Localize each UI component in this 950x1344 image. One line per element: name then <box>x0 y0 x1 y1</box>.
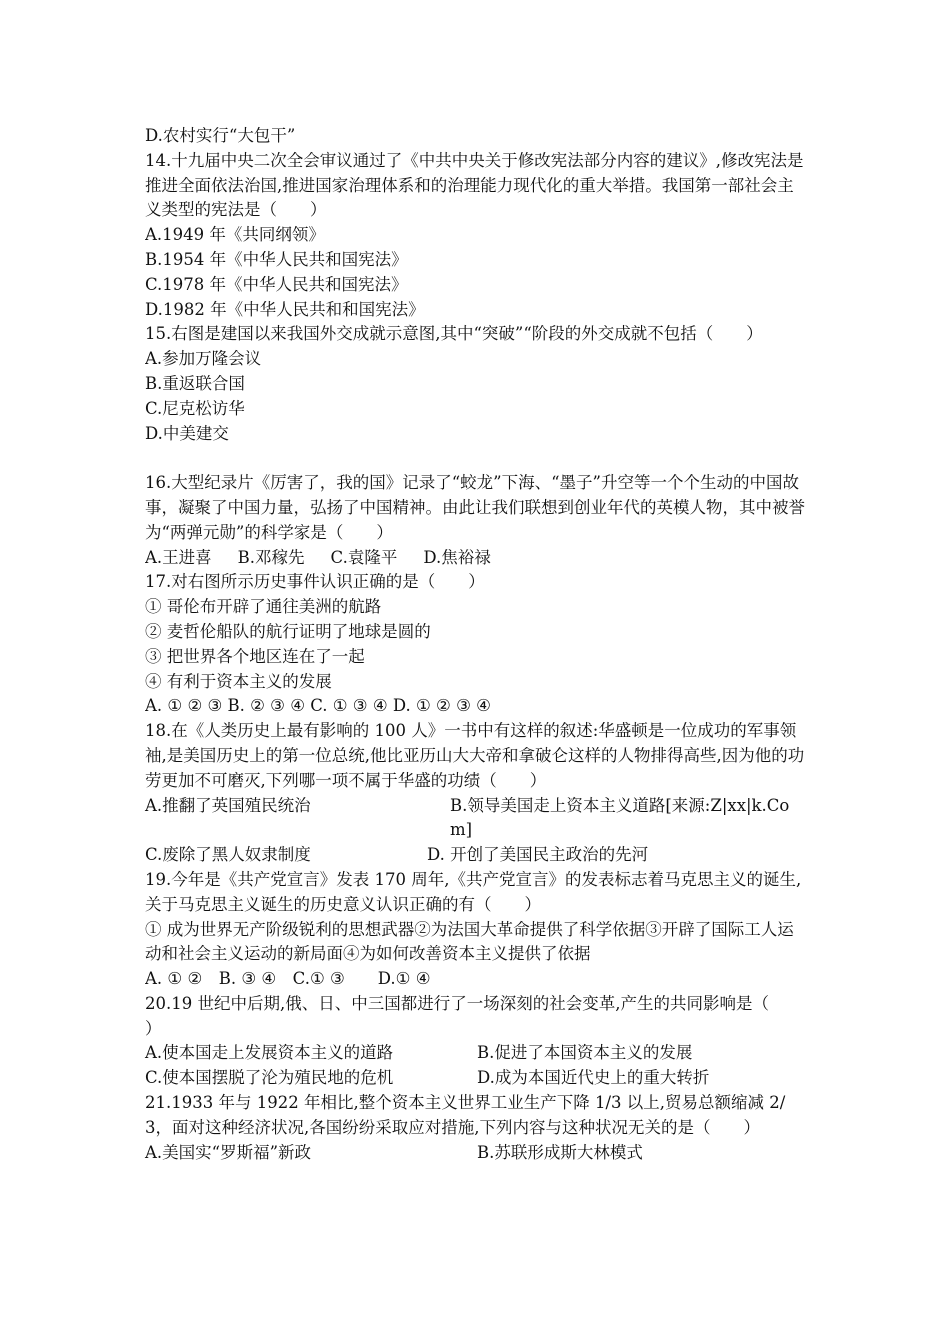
q18-option-c: C.废除了黑人奴隶制度 <box>145 845 311 865</box>
q17-item-3: ③ 把世界各个地区连在了一起 <box>145 646 365 666</box>
q14-option-d: D.1982 年《中华人民共和和国宪法》 <box>145 299 425 319</box>
q16-option-d: D.焦裕禄 <box>423 547 491 567</box>
q16-options <box>145 546 810 571</box>
q19-options: A. ① ② B. ③ ④ C.① ③ D.① ④ <box>145 969 431 989</box>
q14-option-c: C.1978 年《中华人民共和国宪法》 <box>145 274 408 294</box>
q21-options-row-1 <box>145 1141 810 1166</box>
q13-option-d: D.农村实行“大包干” <box>145 126 296 145</box>
q17-item-2: ② 麦哲伦船队的航行证明了地球是圆的 <box>145 621 431 641</box>
q15-option-d: D.中美建交 <box>145 423 229 443</box>
q20-stem: 20.19 世纪中后期,俄、日、中三国都进行了一场深刻的社会变革,产生的共同影响是（ ） <box>145 993 802 1038</box>
q18-stem: 18.在《人类历史上最有影响的 100 人》一书中有这样的叙述:华盛顿是一位成功的军事领袖,是美国历史上的第一位总统,他比亚历山大大帝和拿破仑这样的人物排得高些,因为他的功劳更加不可磨灭,下列哪一项不属于华盛的功绩（ ） <box>145 721 805 790</box>
q18-option-b: B.领导美国走上资本主义道路[来源:Z|xx|k.Com] <box>450 795 790 840</box>
q18-option-a: A.推翻了英国殖民统治 <box>145 795 311 815</box>
q17-item-1: ① 哥伦布开辟了通往美洲的航路 <box>145 597 382 617</box>
q21-option-b: B.苏联形成斯大林模式 <box>477 1142 643 1162</box>
q17-options: A. ① ② ③ B. ② ③ ④ C. ① ③ ④ D. ① ② ③ ④ <box>145 696 491 716</box>
q18-option-d: D. 开创了美国民主政治的先河 <box>427 845 649 865</box>
q19-stem: 19.今年是《共产党宣言》发表 170 周年,《共产党宣言》的发表标志着马克思主义的诞生,关于马克思主义诞生的历史意义认识正确的有（ ） <box>145 869 802 914</box>
q19-body: ① 成为世界无产阶级锐利的思想武器②为法国大革命提供了科学依据③开辟了国际工人运动和社会主义运动的新局面④为如何改善资本主义提供了依据 <box>145 919 794 964</box>
q20-options-row-1 <box>145 1041 810 1066</box>
q21-option-a: A.美国实“罗斯福”新政 <box>145 1142 312 1162</box>
q20-option-a: A.使本国走上发展资本主义的道路 <box>145 1043 394 1063</box>
q20-option-b: B.促进了本国资本主义的发展 <box>477 1043 693 1063</box>
q17-stem: 17.对右图所示历史事件认识正确的是（ ） <box>145 572 485 592</box>
q16-stem: 16.大型纪录片《厉害了，我的国》记录了“蛟龙”下海、“墨子”升空等一个个生动的中国故事，凝聚了中国力量，弘扬了中国精神。由此让我们联想到创业年代的英模人物，其中被誉为“两弹元勋”的科学家是（ ） <box>145 473 805 542</box>
exam-page <box>145 124 810 1165</box>
q20-option-d: D.成为本国近代史上的重大转折 <box>477 1068 710 1088</box>
q14-option-b: B.1954 年《中华人民共和国宪法》 <box>145 249 408 269</box>
q17-item-4: ④ 有利于资本主义的发展 <box>145 671 332 691</box>
q14-option-a: A.1949 年《共同纲领》 <box>145 225 325 245</box>
q18-options-row-1 <box>145 794 810 844</box>
q15-option-c: C.尼克松访华 <box>145 398 245 418</box>
q16-option-b: B.邓稼先 <box>237 547 305 567</box>
q18-options-row-2 <box>145 843 810 868</box>
q16-option-a: A.王进喜 <box>145 547 212 567</box>
q20-option-c: C.使本国摆脱了沦为殖民地的危机 <box>145 1068 394 1088</box>
q15-stem: 15.右图是建国以来我国外交成就示意图,其中“突破”“阶段的外交成就不包括（ ） <box>145 324 763 344</box>
blank-line <box>145 446 810 471</box>
q20-options-row-2 <box>145 1066 810 1091</box>
q14-stem: 14.十九届中央二次全会审议通过了《中共中央关于修改宪法部分内容的建议》,修改宪法是推进全面依法治国,推进国家治理体系和的治理能力现代化的重大举措。我国第一部社会主义类型的宪法是（ ） <box>145 150 804 220</box>
q21-stem: 21.1933 年与 1922 年相比,整个资本主义世界工业生产下降 1/3 以上,贸易总额缩减 2/3，面对这种经济状况,各国纷纷采取应对措施,下列内容与这种状况无关的是（ ） <box>145 1093 786 1137</box>
q16-option-c: C.袁隆平 <box>330 547 398 567</box>
q15-option-a: A.参加万隆会议 <box>145 349 262 369</box>
q15-option-b: B.重返联合国 <box>145 373 245 393</box>
